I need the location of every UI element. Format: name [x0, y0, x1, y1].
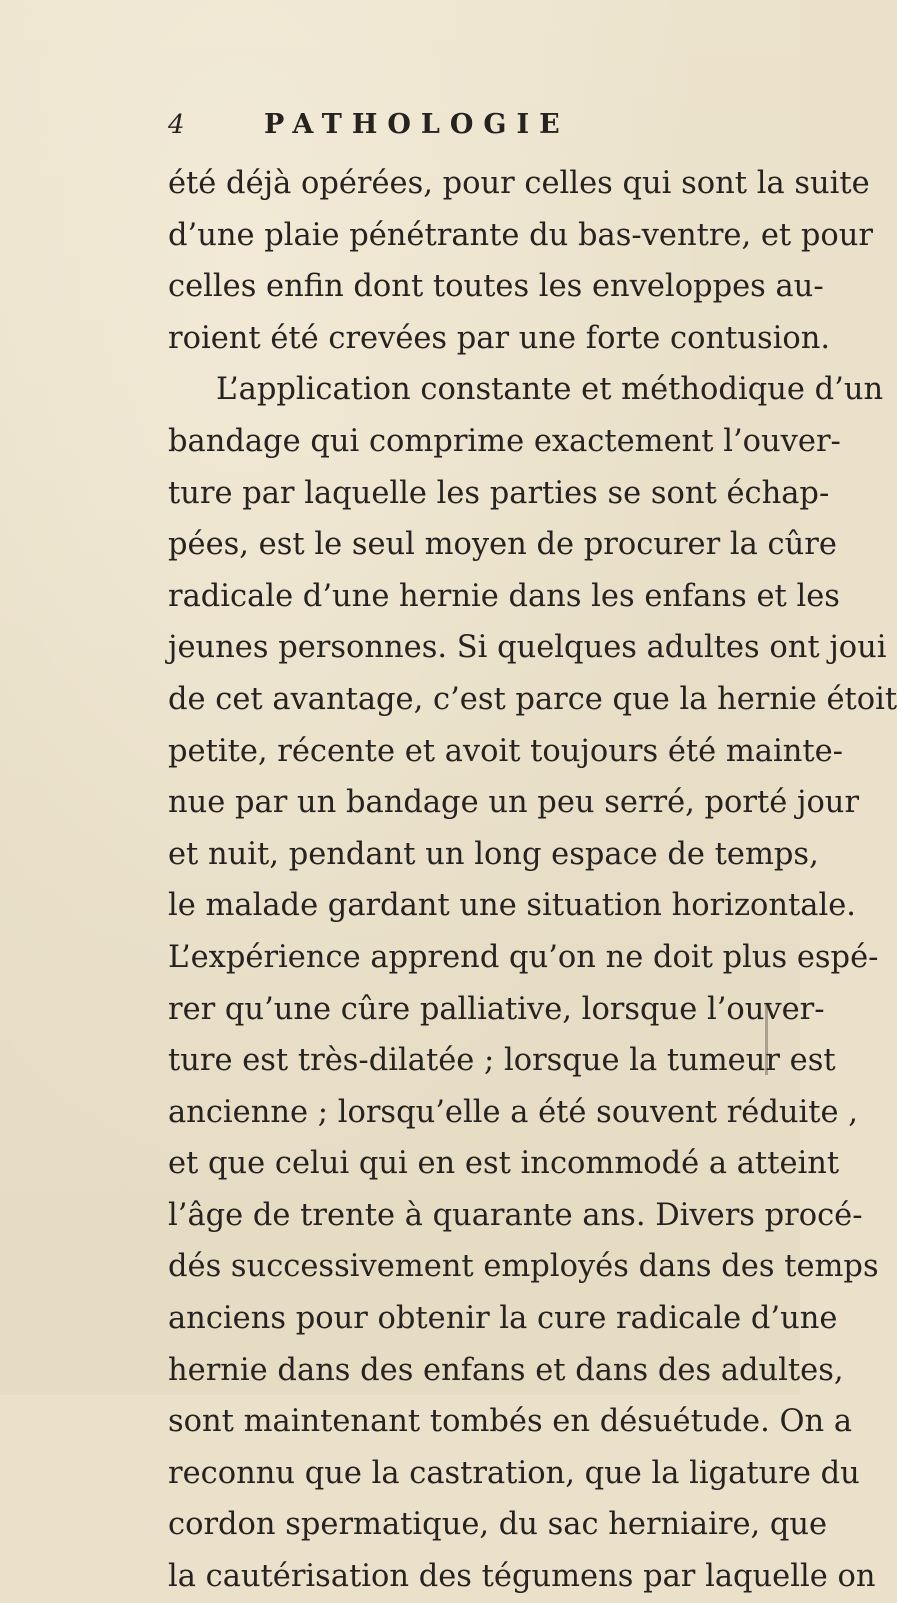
text-line: ture est très-dilatée ; lorsque la tumeur est: [168, 1043, 836, 1079]
text-line: et que celui qui en est incommodé a atteint: [168, 1146, 840, 1182]
text-line: ture par laquelle les parties se sont échap-: [168, 475, 830, 511]
text-line: nue par un bandage un peu serré, porté jour: [168, 785, 860, 821]
text-line: anciens pour obtenir la cure radicale d’une: [168, 1301, 838, 1337]
running-title: PATHOLOGIE: [264, 109, 570, 140]
text-line: celles enfin dont toutes les enveloppes au-: [168, 269, 824, 305]
text-line: hernie dans des enfans et dans des adultes,: [168, 1352, 844, 1388]
text-line: d’une plaie pénétrante du bas-ventre, et pour: [168, 217, 873, 253]
text-line: reconnu que la castration, que la ligature du: [168, 1455, 860, 1491]
text-line: l’âge de trente à quarante ans. Divers procé-: [168, 1197, 863, 1233]
text-line: radicale d’une hernie dans les enfans et les: [168, 578, 840, 614]
text-line: roient été crevées par une forte contusion.: [168, 320, 831, 356]
text-line: L’expérience apprend qu’on ne doit plus espé-: [168, 939, 879, 975]
body-text: [168, 158, 897, 1603]
text-line: de cet avantage, c’est parce que la hernie étoit: [168, 681, 897, 717]
page-number: 4: [168, 110, 185, 140]
text-line: petite, récente et avoit toujours été mainte-: [168, 733, 843, 769]
text-line: et nuit, pendant un long espace de temps,: [168, 836, 819, 872]
text-line: bandage qui comprime exactement l’ouver-: [168, 423, 841, 459]
text-line: le malade gardant une situation horizontale.: [168, 888, 856, 924]
text-line: été déjà opérées, pour celles qui sont la suite: [168, 166, 870, 201]
text-line: L’application constante et méthodique d’un: [216, 372, 884, 408]
text-line: pées, est le seul moyen de procurer la cûre: [168, 527, 837, 563]
page-header: [168, 102, 728, 148]
margin-pencil-mark: [765, 1005, 768, 1075]
text-line: la cautérisation des tégumens par laquelle on: [168, 1559, 876, 1595]
text-line: dés successivement employés dans des temps: [168, 1249, 879, 1285]
text-line: ancienne ; lorsqu’elle a été souvent réduite ,: [168, 1094, 858, 1130]
text-line: cordon spermatique, du sac herniaire, que: [168, 1507, 828, 1543]
text-line: jeunes personnes. Si quelques adultes ont joui: [168, 630, 887, 666]
text-line: rer qu’une cûre palliative, lorsque l’ouver-: [168, 991, 825, 1027]
text-line: sont maintenant tombés en désuétude. On a: [168, 1404, 853, 1440]
